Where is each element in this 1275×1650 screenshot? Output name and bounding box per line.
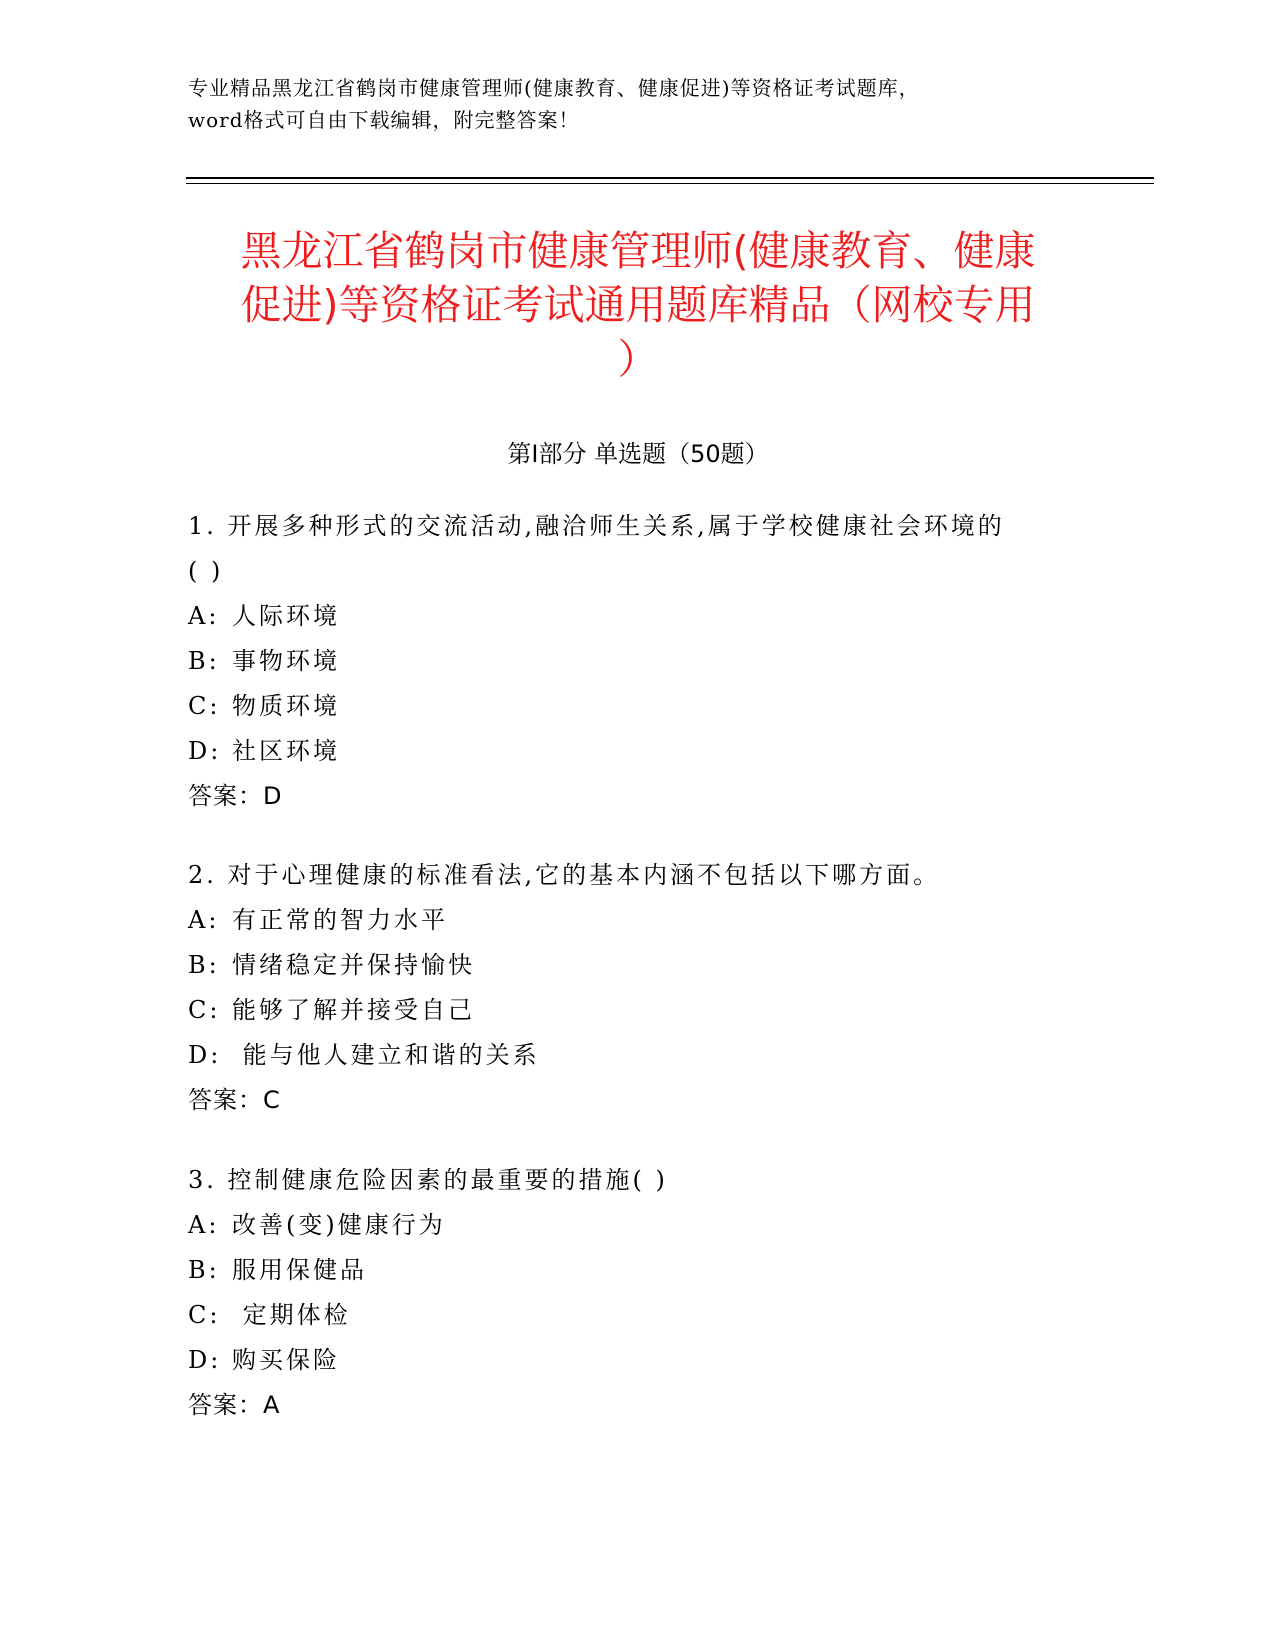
option-key: A: [188, 602, 220, 630]
option-text: 能与他人建立和谐的关系 [232, 1041, 540, 1069]
option-key: C: [188, 692, 221, 720]
option-text: 购买保险 [232, 1346, 340, 1374]
option-c [188, 988, 1108, 1033]
option-a [188, 1203, 1108, 1248]
option-text: 物质环境 [232, 692, 340, 720]
question-3 [188, 1158, 1108, 1428]
document-title-line-1: 黑龙江省鹤岗市健康管理师(健康教育、健康 [240, 227, 1036, 275]
header-note [188, 72, 1088, 136]
option-text: 社区环境 [232, 737, 340, 765]
option-key: D: [188, 737, 222, 765]
option-text: 情绪稳定并保持愉快 [232, 951, 475, 979]
question-stem: 2. 对于心理健康的标准看法,它的基本内涵不包括以下哪方面。 [188, 861, 941, 889]
document-title [186, 224, 1090, 386]
option-c [188, 1293, 1108, 1338]
option-text: 有正常的智力水平 [232, 906, 448, 934]
option-key: B: [188, 951, 220, 979]
option-key: A: [188, 1211, 220, 1239]
option-key: D: [188, 1041, 222, 1069]
header-rule-thin [186, 183, 1154, 184]
option-key: C: [188, 996, 221, 1024]
header-rule-thick [186, 177, 1154, 179]
option-d [188, 729, 1108, 774]
answer-line: 答案：D [188, 782, 283, 810]
option-text: 服用保健品 [232, 1256, 367, 1284]
option-b [188, 639, 1108, 684]
document-title-line-2: 促进)等资格证考试通用题库精品（网校专用 [240, 281, 1036, 329]
option-a [188, 898, 1108, 943]
option-c [188, 684, 1108, 729]
option-text: 事物环境 [232, 647, 340, 675]
option-key: B: [188, 647, 220, 675]
question-stem: 3. 控制健康危险因素的最重要的措施( ) [188, 1166, 668, 1194]
option-key: A: [188, 906, 220, 934]
option-b [188, 1248, 1108, 1293]
option-d [188, 1338, 1108, 1383]
option-d [188, 1033, 1108, 1078]
answer-line: 答案：A [188, 1391, 281, 1419]
option-a [188, 594, 1108, 639]
section-heading: 第Ⅰ部分 单选题（50题） [507, 440, 769, 468]
question-1 [188, 504, 1108, 819]
option-text: 定期体检 [232, 1301, 351, 1329]
header-note-line-1: 专业精品黑龙江省鹤岗市健康管理师(健康教育、健康促进)等资格证考试题库， [188, 76, 920, 100]
document-title-line-3: ） [617, 335, 659, 383]
option-key: D: [188, 1346, 222, 1374]
option-b [188, 943, 1108, 988]
question-stem: 1. 开展多种形式的交流活动,融洽师生关系,属于学校健康社会环境的 [188, 512, 1005, 540]
option-text: 改善(变)健康行为 [232, 1211, 446, 1239]
question-stem-continued: ( ) [188, 557, 224, 585]
header-note-line-2: word格式可自由下载编辑，附完整答案！ [188, 108, 580, 132]
option-key: C: [188, 1301, 221, 1329]
option-text: 人际环境 [232, 602, 340, 630]
option-key: B: [188, 1256, 220, 1284]
question-2 [188, 853, 1108, 1123]
option-text: 能够了解并接受自己 [232, 996, 475, 1024]
answer-line: 答案：C [188, 1086, 281, 1114]
